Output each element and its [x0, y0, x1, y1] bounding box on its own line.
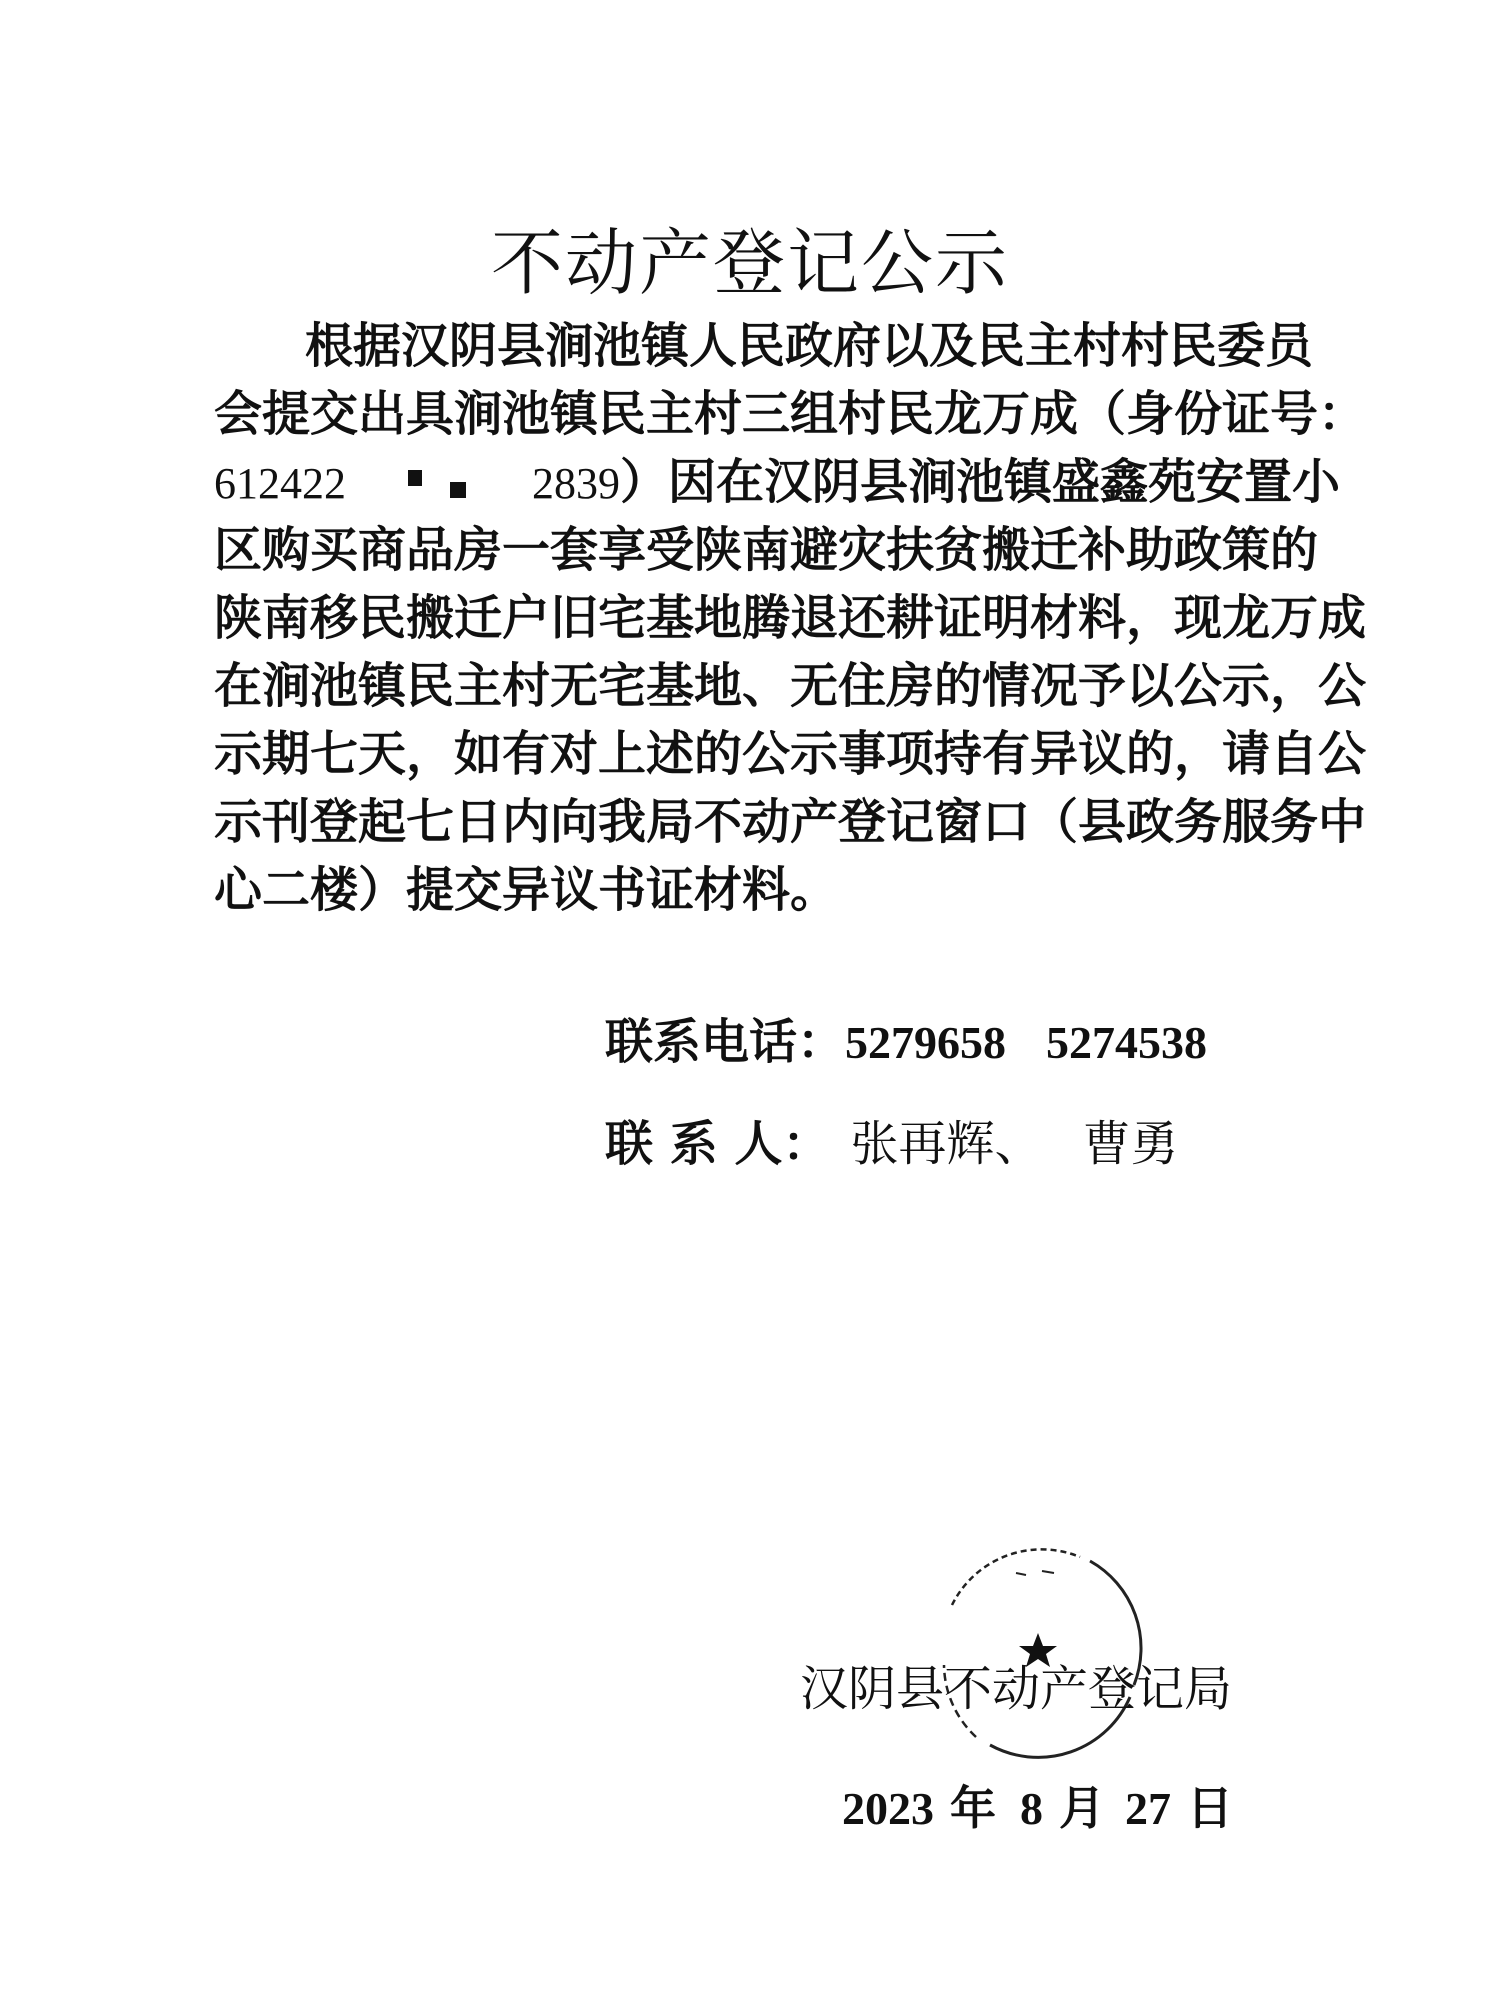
issue-date — [842, 1772, 1233, 1838]
paragraph-line-8: 示刊登起七日内向我局不动产登记窗口（县政务服务中 — [214, 794, 1367, 850]
redaction-mark — [408, 470, 422, 486]
document-title: 不动产登记公示 — [490, 221, 1009, 305]
date-year-char: 年 — [950, 1781, 997, 1835]
paragraph-line-6: 在涧池镇民主村无宅基地、无住房的情况予以公示，公 — [214, 658, 1367, 714]
contact-person-1: 张再辉、 — [850, 1116, 1043, 1172]
date-day-char: 日 — [1187, 1781, 1234, 1835]
phone-label: 联系电话： — [605, 1014, 846, 1070]
date-day: 27 — [1125, 1783, 1172, 1834]
paragraph-line-5: 陕南移民搬迁户旧宅基地腾退还耕证明材料，现龙万成 — [214, 590, 1367, 646]
paragraph-line-3-text: ）因在汉阴县涧池镇盛鑫苑安置小 — [620, 454, 1341, 510]
id-number-start: 612422 — [214, 459, 346, 508]
paragraph-line-1: 根据汉阴县涧池镇人民政府以及民主村村民委员 — [305, 318, 1314, 374]
contact-person-2: 曹勇 — [1082, 1116, 1179, 1172]
id-number-end: 2839 — [532, 459, 620, 508]
phone-number-2: 5274538 — [1046, 1017, 1208, 1068]
paragraph-line-3 — [214, 454, 1341, 510]
contact-person — [605, 1116, 1179, 1172]
date-year: 2023 — [842, 1783, 934, 1834]
date-month-char: 月 — [1059, 1781, 1106, 1835]
paragraph-line-9: 心二楼）提交异议书证材料。 — [214, 862, 839, 918]
redaction-mark — [450, 482, 466, 498]
person-label: 联 系 人： — [605, 1116, 831, 1172]
issuer-name: 汉阴县不动产登记局 — [800, 1661, 1233, 1717]
paragraph-line-2: 会提交出具涧池镇民主村三组村民龙万成（身份证号： — [214, 386, 1367, 442]
paragraph-line-4: 区购买商品房一套享受陕南避灾扶贫搬迁补助政策的 — [214, 522, 1319, 578]
contact-phone — [605, 1014, 1208, 1070]
phone-number-1: 5279658 — [845, 1017, 1007, 1068]
date-month: 8 — [1020, 1783, 1044, 1834]
paragraph-line-7: 示期七天，如有对上述的公示事项持有异议的，请自公 — [214, 726, 1367, 782]
